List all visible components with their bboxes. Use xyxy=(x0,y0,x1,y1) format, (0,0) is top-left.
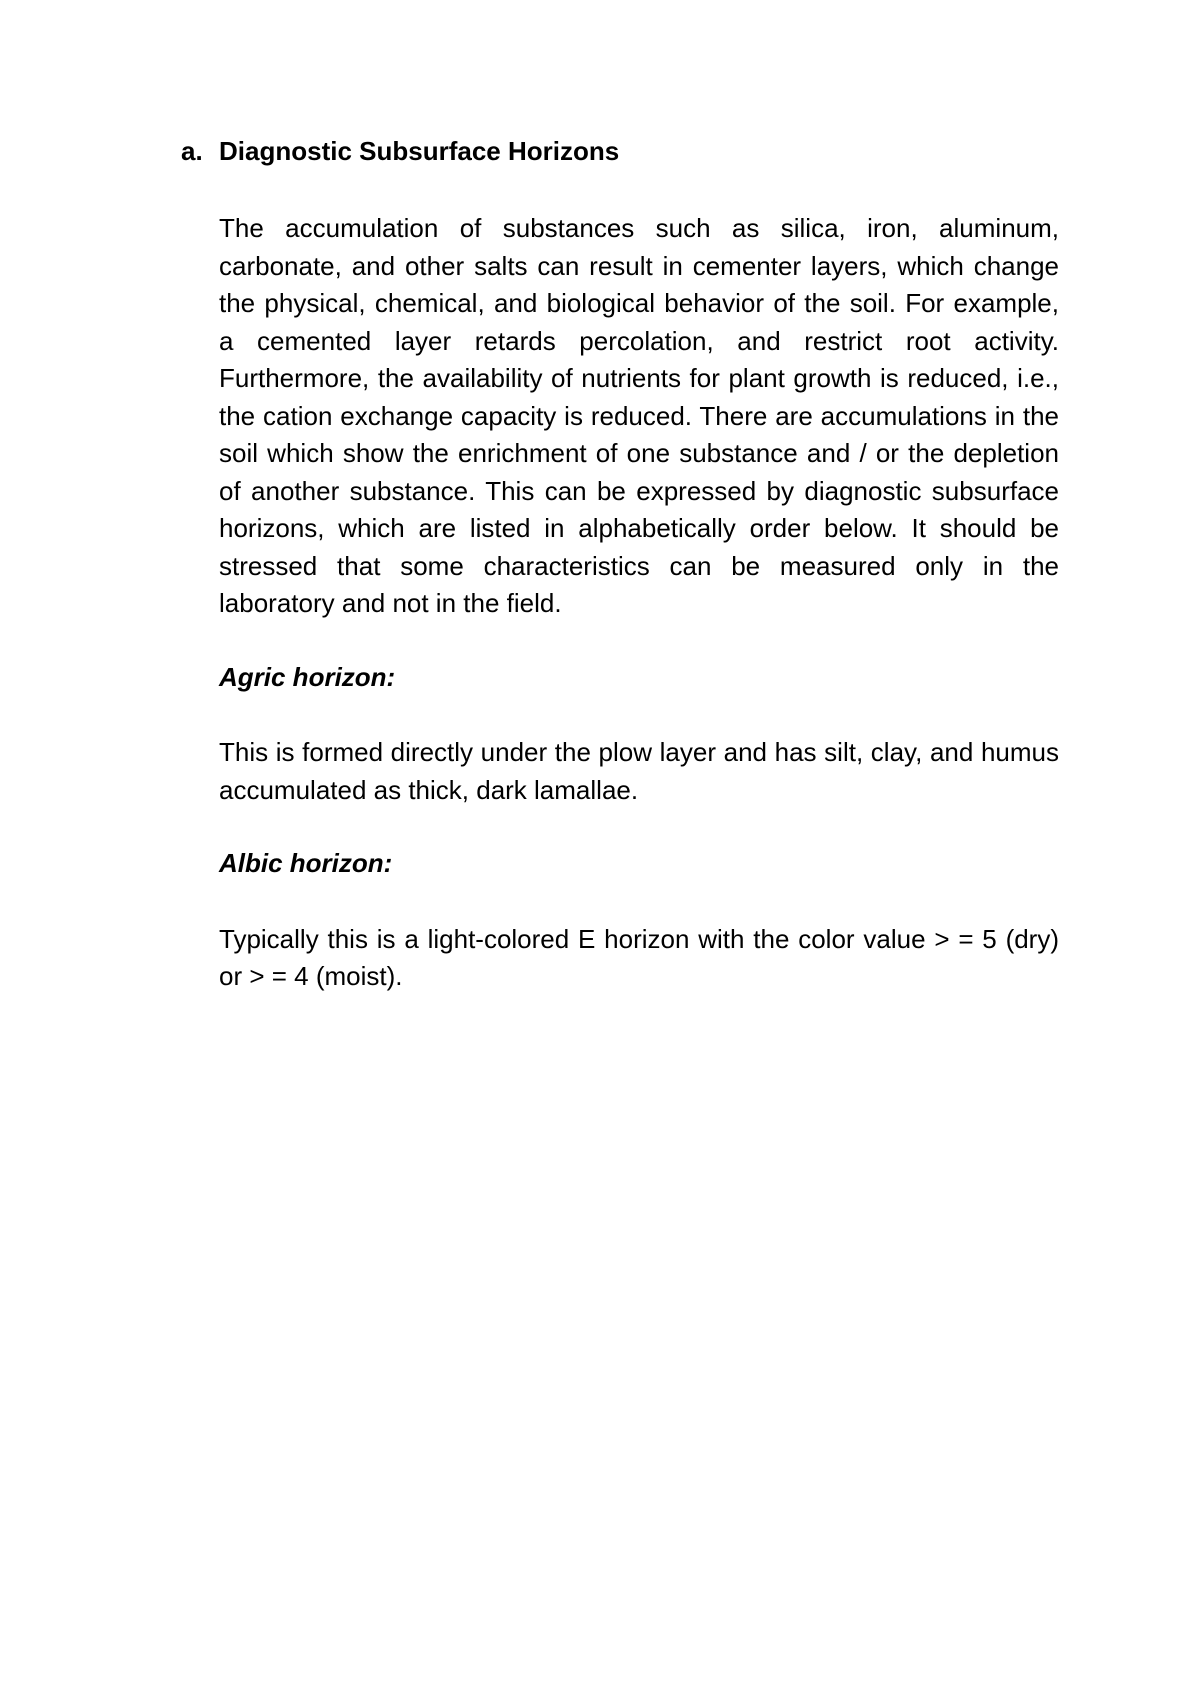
agric-horizon-heading: Agric horizon: xyxy=(219,661,396,692)
albic-horizon-description: Typically this is a light-colored E horizon with the color value > = 5 (dry) or > = 4 (moist). xyxy=(219,923,1059,991)
albic-horizon-heading: Albic horizon: xyxy=(219,848,393,878)
agric-horizon-description: This is formed directly under the plow layer and has silt, clay, and humus accumulated as thick, dark lamallae. xyxy=(219,737,1059,805)
section-title: Diagnostic Subsurface Horizons xyxy=(219,136,620,166)
section-heading xyxy=(181,134,619,168)
section-body xyxy=(219,210,1059,996)
section-marker: a. xyxy=(181,136,203,166)
intro-paragraph: The accumulation of substances such as silica, iron, aluminum, carbonate, and other salts can result in cementer layers, which change the physical, chemical, and biological behavior of the soil. For example, a cemented layer retards percolation, and restrict root activity. Furthermore, the availability of nutrients for plant growth is reduced, i.e., the cation exchange capacity is reduced. There are accumulations in the soil which show the enrichment of one substance and / or the depletion of another substance. This can be expressed by diagnostic subsurface horizons, which are listed in alphabetically order below. It should be stressed that some characteristics can be measured only in the laboratory and not in the field. xyxy=(219,213,1059,618)
